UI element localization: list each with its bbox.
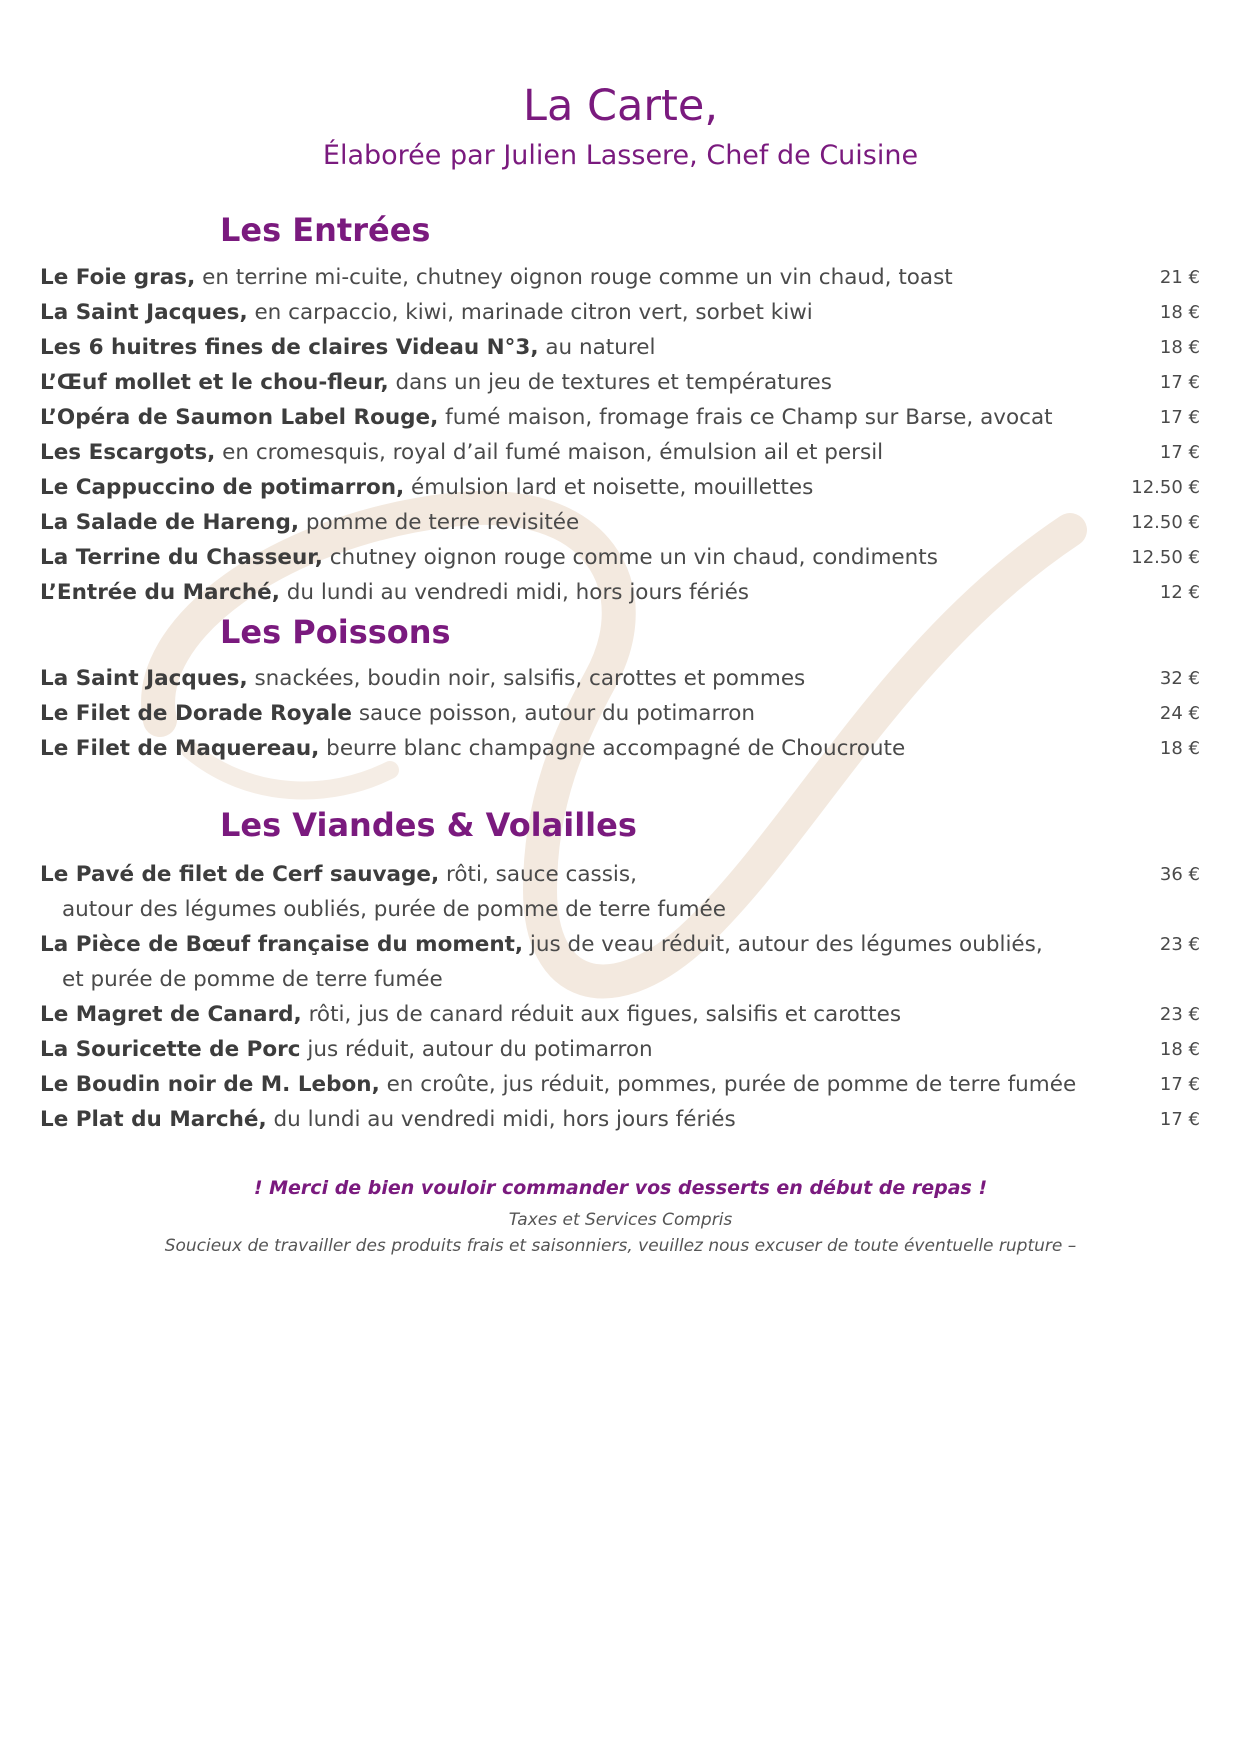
- dish-description-continued: et purée de pomme de terre fumée: [62, 967, 443, 992]
- dish-name: L’Œuf mollet et le chou-fleur,: [40, 370, 389, 395]
- menu-title: La Carte,: [522, 81, 718, 131]
- dish-name: Le Magret de Canard,: [40, 1002, 302, 1027]
- dish-price: 23 €: [1159, 1004, 1200, 1025]
- dish-price: 18 €: [1159, 337, 1200, 358]
- menu-item: [40, 858, 1200, 892]
- disclaimer-note: Soucieux de travailler des produits frais et saisonniers, veuillez nous excuser de toute éventuelle rupture –: [164, 1236, 1077, 1256]
- dish-name: La Saint Jacques,: [40, 300, 248, 325]
- section-heading-poissons: Les Poissons: [220, 613, 451, 651]
- menu-item: [40, 436, 1200, 470]
- menu-item: [40, 296, 1200, 330]
- dish-name: Le Foie gras,: [40, 265, 196, 290]
- menu-item: [40, 697, 1200, 731]
- dish-price: 32 €: [1159, 668, 1200, 689]
- menu-item: [40, 471, 1200, 505]
- dish-name: Les Escargots,: [40, 440, 216, 465]
- dish-price: 24 €: [1159, 703, 1200, 724]
- dish-description: rôti, jus de canard réduit aux figues, salsifis et carottes: [301, 1002, 902, 1027]
- menu-item: [40, 1068, 1200, 1102]
- dish-name: La Pièce de Bœuf française du moment,: [40, 932, 524, 957]
- dish-description: au naturel: [538, 335, 656, 360]
- dish-price: 12 €: [1159, 582, 1200, 603]
- dish-description: en cromesquis, royal d’ail fumé maison, émulsion ail et persil: [215, 440, 884, 465]
- menu-item: [40, 331, 1200, 365]
- menu-item: [40, 506, 1200, 540]
- dish-description: pomme de terre revisitée: [299, 510, 580, 535]
- dish-name: La Terrine du Chasseur,: [40, 545, 323, 570]
- menu-item: [40, 1033, 1200, 1067]
- dish-description: beurre blanc champagne accompagné de Choucroute: [319, 736, 906, 761]
- dish-price: 18 €: [1159, 738, 1200, 759]
- section-heading-entrees: Les Entrées: [220, 211, 431, 249]
- dish-name: Le Pavé de filet de Cerf sauvage,: [40, 862, 440, 887]
- menu-item: [40, 541, 1200, 575]
- dish-description: dans un jeu de textures et températures: [388, 370, 832, 395]
- dish-name: La Souricette de Porc: [40, 1037, 301, 1062]
- menu-item: [40, 928, 1200, 962]
- dish-description: émulsion lard et noisette, mouillettes: [404, 475, 814, 500]
- dish-name: L’Entrée du Marché,: [40, 580, 280, 605]
- dish-price: 18 €: [1159, 1039, 1200, 1060]
- dish-name: Le Boudin noir de M. Lebon,: [40, 1072, 380, 1097]
- dish-description: sauce poisson, autour du potimarron: [351, 701, 756, 726]
- dish-description: jus de veau réduit, autour des légumes oubliés,: [523, 932, 1043, 957]
- dish-description: du lundi au vendredi midi, hors jours fériés: [266, 1107, 736, 1132]
- dish-name: Le Filet de Dorade Royale: [40, 701, 352, 726]
- dish-price: 17 €: [1159, 442, 1200, 463]
- dish-name: La Saint Jacques,: [40, 666, 248, 691]
- dish-name: L’Opéra de Saumon Label Rouge,: [40, 405, 439, 430]
- menu-item: [40, 732, 1200, 766]
- menu-subtitle: Élaborée par Julien Lassere, Chef de Cuisine: [322, 140, 919, 171]
- dish-name: Le Cappuccino de potimarron,: [40, 475, 405, 500]
- dish-description: en carpaccio, kiwi, marinade citron vert, sorbet kiwi: [247, 300, 813, 325]
- taxes-note: Taxes et Services Compris: [508, 1210, 733, 1230]
- dish-name: Le Plat du Marché,: [40, 1107, 267, 1132]
- dish-price: 12.50 €: [1131, 477, 1200, 498]
- menu-item: [40, 401, 1200, 435]
- dish-description: jus réduit, autour du potimarron: [300, 1037, 653, 1062]
- dish-description-continued: autour des légumes oubliés, purée de pomme de terre fumée: [62, 897, 726, 922]
- dish-description: rôti, sauce cassis,: [439, 862, 637, 887]
- dish-description: snackées, boudin noir, salsifis, carottes et pommes: [247, 666, 806, 691]
- dish-price: 17 €: [1159, 407, 1200, 428]
- dish-price: 23 €: [1159, 934, 1200, 955]
- menu-item: [40, 366, 1200, 400]
- menu-item: [40, 1103, 1200, 1137]
- dish-price: 12.50 €: [1131, 547, 1200, 568]
- dish-description: chutney oignon rouge comme un vin chaud, condiments: [322, 545, 938, 570]
- menu-item: [40, 998, 1200, 1032]
- section-heading-viandes: Les Viandes & Volailles: [220, 806, 637, 844]
- dish-price: 12.50 €: [1131, 512, 1200, 533]
- dish-name: Le Filet de Maquereau,: [40, 736, 320, 761]
- menu-item: [40, 662, 1200, 696]
- dish-description: fumé maison, fromage frais ce Champ sur Barse, avocat: [438, 405, 1053, 430]
- dish-description: en croûte, jus réduit, pommes, purée de pomme de terre fumée: [379, 1072, 1077, 1097]
- dish-price: 36 €: [1159, 864, 1200, 885]
- dish-description: en terrine mi-cuite, chutney oignon rouge comme un vin chaud, toast: [195, 265, 953, 290]
- menu-item: [40, 576, 1200, 610]
- dish-price: 21 €: [1159, 267, 1200, 288]
- dish-price: 17 €: [1159, 1109, 1200, 1130]
- dish-price: 18 €: [1159, 302, 1200, 323]
- dish-name: Les 6 huitres fines de claires Videau N°3,: [40, 335, 539, 360]
- dessert-order-note: ! Merci de bien vouloir commander vos desserts en début de repas !: [253, 1177, 988, 1199]
- dish-description: du lundi au vendredi midi, hors jours fériés: [279, 580, 750, 605]
- dish-price: 17 €: [1159, 372, 1200, 393]
- menu-item: [40, 261, 1200, 295]
- dish-name: La Salade de Hareng,: [40, 510, 300, 535]
- dish-price: 17 €: [1159, 1074, 1200, 1095]
